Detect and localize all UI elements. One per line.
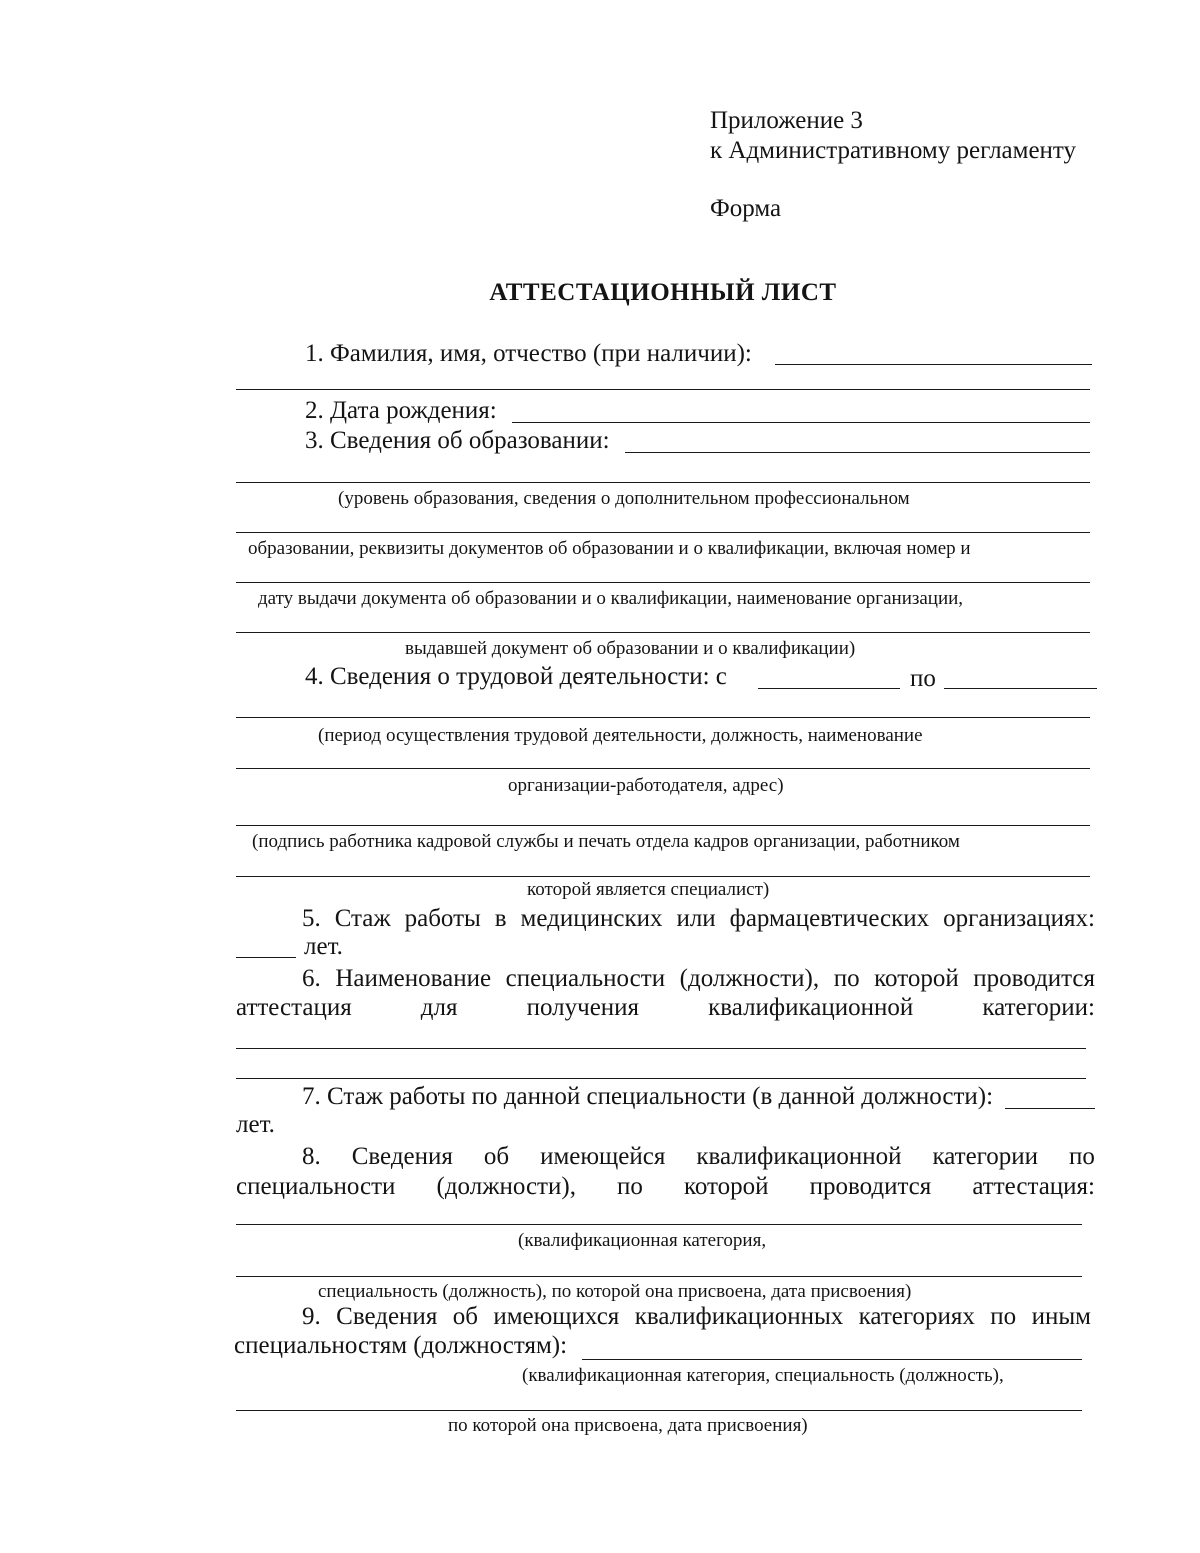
word: по (617, 1173, 643, 1200)
word: специальности (505, 965, 666, 992)
appendix-number: Приложение 3 (710, 107, 863, 134)
education-line-1[interactable] (236, 482, 1090, 483)
word: (должности), (679, 965, 820, 992)
full-name-continuation-line[interactable] (236, 389, 1090, 390)
other-categories-field-line-2[interactable] (236, 1410, 1082, 1411)
current-category-field-line-2[interactable] (236, 1276, 1082, 1277)
word: которой (874, 965, 959, 992)
specialty-field-line-1[interactable] (236, 1048, 1086, 1049)
word: в (494, 905, 507, 932)
current-category-note-1: (квалификационная категория, (518, 1230, 767, 1251)
word: 6. (302, 965, 321, 992)
current-category-note-2: специальность (должность), по которой она присвоена, дата присвоения) (318, 1281, 912, 1302)
education-line-2[interactable] (236, 532, 1090, 533)
word: специальности (236, 1173, 396, 1200)
word: квалификационных (634, 1303, 844, 1330)
education-line-4[interactable] (236, 632, 1090, 633)
word: об (452, 1303, 478, 1330)
word: фармацевтических (729, 905, 930, 932)
work-from-field-line[interactable] (758, 688, 900, 689)
item-specialty-line-2 (236, 995, 1095, 1020)
word: проводится (809, 1173, 932, 1200)
word: категориях (858, 1303, 975, 1330)
word: квалификационной (696, 1143, 902, 1170)
word: Сведения (351, 1143, 453, 1170)
word: работы (404, 905, 481, 932)
word: аттестация: (972, 1173, 1095, 1200)
word: или (676, 905, 716, 932)
education-field-line[interactable] (625, 452, 1090, 453)
medical-experience-years-field[interactable] (236, 957, 296, 958)
word: по (1069, 1143, 1095, 1170)
word: квалификационной (708, 994, 914, 1021)
specialty-experience-years-field[interactable] (1005, 1108, 1095, 1109)
education-note-3: дату выдачи документа об образовании и о квалификации, наименование организации, (258, 588, 964, 609)
word: 9. (302, 1303, 321, 1330)
work-history-note-3: (подпись работника кадровой службы и печать отдела кадров организации, работником (252, 831, 960, 852)
word: аттестация (236, 994, 352, 1021)
medical-experience-years-label: лет. (304, 933, 343, 960)
word: 8. (302, 1143, 321, 1170)
word: категории: (982, 994, 1095, 1021)
item-full-name-label: 1. Фамилия, имя, отчество (при наличии): (305, 340, 752, 367)
word: (должности), (436, 1173, 576, 1200)
other-categories-field-line-1[interactable] (582, 1359, 1082, 1360)
word: имеющихся (493, 1303, 620, 1330)
work-to-field-line[interactable] (944, 688, 1097, 689)
work-history-note-4: которой является специалист) (527, 879, 770, 900)
education-note-1: (уровень образования, сведения о дополнительном профессиональном (338, 488, 910, 509)
work-history-note-1: (период осуществления трудовой деятельности, должность, наименование (318, 725, 923, 746)
other-categories-note-2: по которой она присвоена, дата присвоения) (448, 1415, 808, 1436)
current-category-field-line-1[interactable] (236, 1224, 1082, 1225)
work-history-line-2[interactable] (236, 768, 1090, 769)
education-note-2: образовании, реквизиты документов об образовании и о квалификации, включая номер и (248, 538, 971, 559)
word: по (833, 965, 860, 992)
item-work-history-label: 4. Сведения о трудовой деятельности: с (305, 663, 727, 690)
item-other-categories-line-2: специальностям (должностям): (234, 1332, 568, 1359)
word: получения (526, 994, 640, 1021)
full-name-field-line[interactable] (775, 364, 1092, 365)
word: имеющейся (540, 1143, 666, 1170)
work-to-label: по (910, 665, 936, 692)
item-specialty-experience-label: 7. Стаж работы по данной специальности (в данной должности): (302, 1083, 994, 1110)
item-specialty-line-1 (302, 966, 1095, 991)
item-other-categories-line-1 (302, 1304, 1091, 1329)
specialty-experience-years-label: лет. (236, 1111, 275, 1138)
word: проводится (973, 965, 1095, 992)
word: организациях: (943, 905, 1095, 932)
item-current-category-line-2 (236, 1174, 1095, 1199)
specialty-field-line-2[interactable] (236, 1078, 1086, 1079)
work-history-line-1[interactable] (236, 717, 1090, 718)
word: которой (683, 1173, 769, 1200)
regulation-reference: к Административному регламенту (710, 137, 1077, 164)
word: Сведения (336, 1303, 438, 1330)
word: 5. (302, 905, 321, 932)
item-birth-date-label: 2. Дата рождения: (305, 397, 497, 424)
birth-date-field-line[interactable] (512, 422, 1090, 423)
item-medical-experience-line-1 (302, 906, 1095, 931)
word: Наименование (335, 965, 492, 992)
word: категории (932, 1143, 1039, 1170)
hr-signature-line-2[interactable] (236, 876, 1090, 877)
word: для (420, 994, 458, 1021)
item-education-label: 3. Сведения об образовании: (305, 427, 610, 454)
education-line-3[interactable] (236, 582, 1090, 583)
word: иным (1031, 1303, 1091, 1330)
hr-signature-line[interactable] (236, 825, 1090, 826)
work-history-note-2: организации-работодателя, адрес) (508, 775, 784, 796)
form-label: Форма (710, 195, 782, 222)
other-categories-note-1: (квалификационная категория, специальность (должность), (522, 1365, 1004, 1386)
education-note-4: выдавшей документ об образовании и о квалификации) (405, 638, 856, 659)
word: по (990, 1303, 1017, 1330)
word: медицинских (520, 905, 663, 932)
document-title: АТТЕСТАЦИОННЫЙ ЛИСТ (489, 279, 837, 306)
item-current-category-line-1 (302, 1144, 1095, 1169)
word: Стаж (334, 905, 391, 932)
word: об (483, 1143, 510, 1170)
